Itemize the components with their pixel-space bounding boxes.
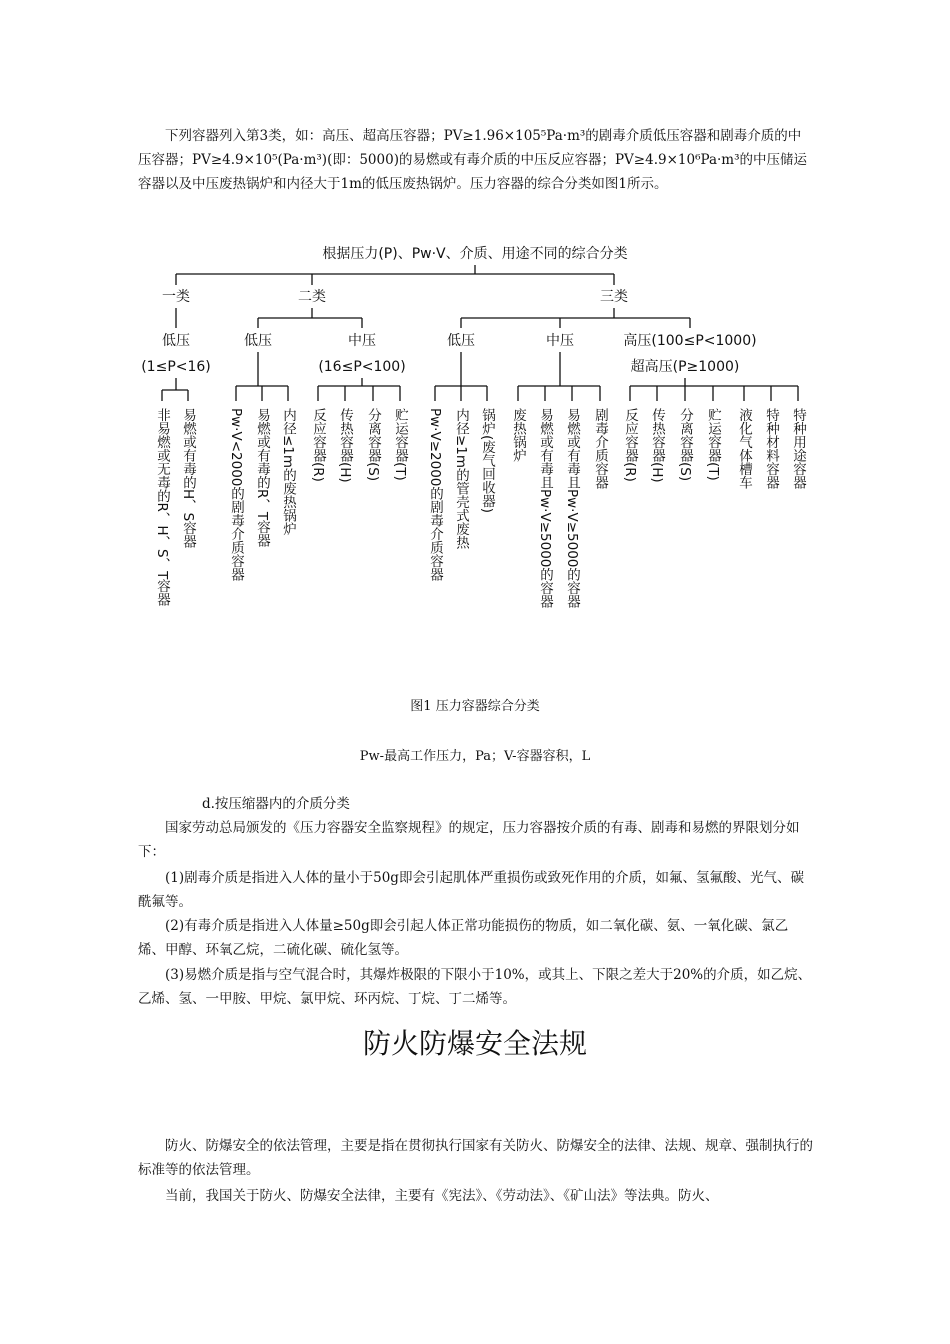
regulation-paragraph: 国家劳动总局颁发的《压力容器安全监察规程》的规定，压力容器按介质的有毒、剧毒和易燃的界限划分如下： bbox=[138, 820, 800, 860]
class-3-low: 低压 bbox=[447, 333, 475, 349]
leaf-label: 液化气体槽车 bbox=[736, 408, 752, 489]
classification-diagram bbox=[130, 238, 820, 678]
leaf-label: 锅炉(废气回收器) bbox=[479, 408, 495, 514]
item-3-flammable: (3)易燃介质是指与空气混合时，其爆炸极限的下限小于10%，或其上、下限之差大于20%的介质，如乙烷、乙烯、氢、一甲胺、甲烷、氯甲烷、环丙烷、丁烷、丁二烯等。 bbox=[138, 967, 812, 1007]
intro-paragraph: 下列容器列入第3类，如：高压、超高压容器；PV≥1.96×105⁵Pa·m³的剧毒介质低压容器和剧毒介质的中压容器；PV≥4.9×10⁵(Pa·m³)(即：5000)的易燃或有毒介质的中压反应容器；PV≥4.9×10⁶Pa·m³的中压储运容器以及中压废热锅炉和内径大于1m的低压废热锅炉。压力容器的综合分类如图1所示。 bbox=[138, 128, 808, 192]
figure-caption: 图1 压力容器综合分类 bbox=[410, 699, 540, 714]
leaf-label: 贮运容器(T) bbox=[705, 408, 721, 481]
leaf-label: 反应容器(R) bbox=[310, 408, 326, 482]
leaf-label: 分离容器(S) bbox=[365, 408, 381, 482]
leaf-labels bbox=[154, 407, 807, 609]
class-2-low: 低压 bbox=[244, 333, 272, 349]
class-1-low: 低压 bbox=[162, 333, 190, 349]
section-d-title: d.按压缩器内的介质分类 bbox=[202, 796, 350, 812]
leaf-label: 废热锅炉 bbox=[510, 408, 526, 462]
class-3-label: 三类 bbox=[600, 289, 628, 305]
leaf-label: 贮运容器(T) bbox=[392, 408, 408, 481]
class-1-label: 一类 bbox=[162, 289, 190, 305]
class-2-mid-range: (16≤P<100) bbox=[318, 359, 406, 375]
class-2-label: 二类 bbox=[298, 289, 326, 305]
leaf-label: 反应容器(R) bbox=[622, 408, 638, 482]
leaf-label: 易燃或有毒且Pw·V≥5000的容器 bbox=[537, 408, 553, 608]
class-2-mid: 中压 bbox=[348, 333, 376, 349]
leaf-label: 易燃或有毒的H、S容器 bbox=[180, 408, 196, 549]
class-3-ultra: 超高压(P≥1000) bbox=[630, 359, 740, 375]
leaf-label: 传热容器(H) bbox=[337, 408, 353, 483]
law-paragraph-2: 当前，我国关于防火、防爆安全法律，主要有《宪法》、《劳动法》、《矿山法》等法典。防火、 bbox=[165, 1188, 719, 1204]
classification-tree-svg bbox=[130, 238, 820, 678]
item-2-toxic: (2)有毒介质是指进入人体量≥50g即会引起人体正常功能损伤的物质，如二氧化碳、氨、一氧化碳、氯乙烯、甲醇、环氧乙烷，二硫化碳、硫化氢等。 bbox=[138, 918, 789, 958]
class-3-mid: 中压 bbox=[546, 333, 574, 349]
leaf-label: 内径≥1m的管壳式废热 bbox=[453, 408, 469, 550]
leaf-label: 易燃或有毒且Pw·V≥5000的容器 bbox=[564, 408, 580, 608]
diagram-title: 根据压力(P)、Pw·V、介质、用途不同的综合分类 bbox=[322, 246, 628, 262]
class-1-low-range: (1≤P<16) bbox=[141, 359, 211, 375]
leaf-label: 特种材料容器 bbox=[763, 408, 779, 489]
leaf-label: Pw·V≥2000的剧毒介质容器 bbox=[427, 408, 443, 581]
leaf-label: 特种用途容器 bbox=[790, 408, 806, 489]
leaf-label: 非易燃或无毒的R、H、S、T容器 bbox=[154, 408, 170, 607]
leaf-label: 内径≤1m的废热锅炉 bbox=[280, 408, 296, 536]
item-1-highly-toxic: (1)剧毒介质是指进入人体的量小于50g即会引起肌体严重损伤或致死作用的介质，如氟、氢氟酸、光气、碳酰氟等。 bbox=[138, 870, 804, 910]
leaf-label: 分离容器(S) bbox=[677, 408, 693, 482]
section-heading: 防火防爆安全法规 bbox=[362, 1027, 587, 1060]
leaf-label: 剧毒介质容器 bbox=[592, 408, 608, 489]
class-3-high: 高压(100≤P<1000) bbox=[623, 333, 757, 349]
leaf-label: Pw·V<2000的剧毒介质容器 bbox=[228, 408, 244, 581]
leaf-label: 传热容器(H) bbox=[649, 408, 665, 483]
leaf-label: 易燃或有毒的R、T容器 bbox=[254, 408, 270, 548]
figure-note: Pw-最高工作压力，Pa；V-容器容积，L bbox=[359, 749, 591, 764]
law-paragraph-1: 防火、防爆安全的依法管理，主要是指在贯彻执行国家有关防火、防爆安全的法律、法规、规章、强制执行的标准等的依法管理。 bbox=[138, 1138, 813, 1178]
